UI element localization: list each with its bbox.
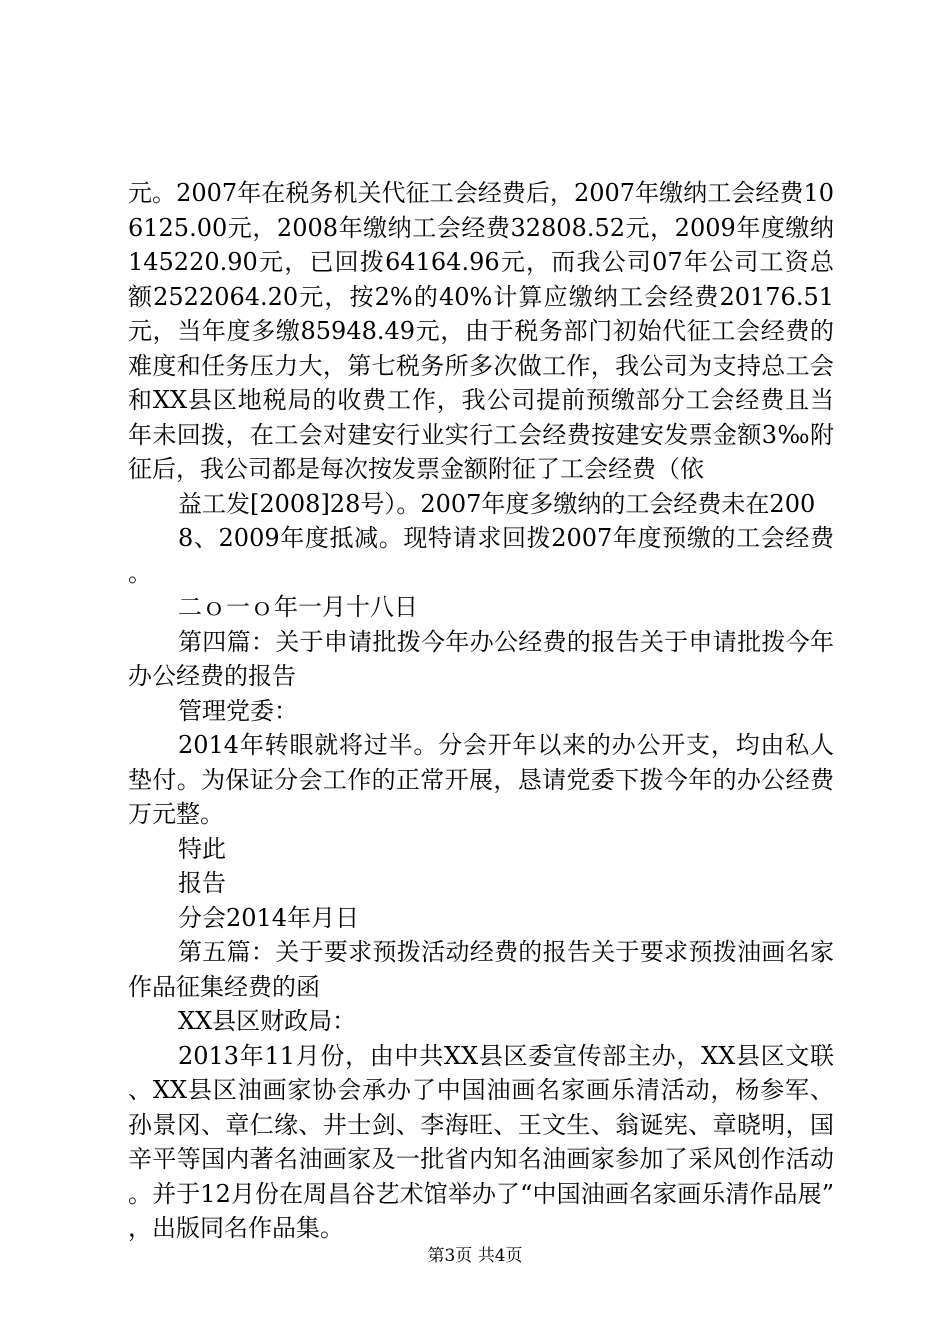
paragraph-request: 8、2009年度抵减。现特请求回拨2007年度预缴的工会经费。 [128,524,834,587]
paragraph-addressee-party-committee: 管理党委： [178,696,298,725]
paragraph-date: 二ｏ一ｏ年一月十八日 [178,593,418,621]
paragraph-signature-date: 分会2014年月日 [178,903,360,932]
paragraph-section-five-heading: 第五篇：关于要求预拨活动经费的报告关于要求预拨油画名家作品征集经费的函 [128,938,834,1001]
paragraph-union-fees: 元。2007年在税务机关代征工会经费后，2007年缴纳工会经费106125.00元，2008年缴纳工会经费32808.52元，2009年度缴纳145220.90元，已回拨64164.96元，而我公司07年公司工资总额2522064.20元，按2%的40%计算应缴纳工会经费20176.51元，当年度多缴85948.49元，由于税务部门初始代征工会经费的难度和任务压力大，第七税务所多次做工作，我公司为支持总工会和XX县区地税局的收费工作，我公司提前预缴部分工会经费且当年未回拨，在工会对建安行业实行工会经费按建安发票金额3‰附征后，我公司都是每次按发票金额附征了工会经费（依 [128,179,834,483]
paragraph-office-funds: 2014年转眼就将过半。分会开年以来的办公开支，均由私人垫付。为保证分会工作的正常开展，恳请党委下拨今年的办公经费万元整。 [128,731,834,828]
paragraph-closing-te-ci: 特此 [178,834,226,863]
paragraph-section-four-heading: 第四篇：关于申请批拨今年办公经费的报告关于申请批拨今年办公经费的报告 [128,627,834,690]
document-body [128,176,834,1246]
paragraph-addressee-finance-bureau: XX县区财政局： [178,1007,357,1035]
paragraph-oil-painting-event: 2013年11月份，由中共XX县区委宣传部主办，XX县区文联、XX县区油画家协会承办了中国油画名家画乐清活动，杨参军、孙景冈、章仁缘、井士剑、李海旺、王文生、翁诞宪、章晓明，国辛平等国内著名油画家及一批省内知名油画家参加了采风创作活动。并于12月份在周昌谷艺术馆举办了“中国油画名家画乐清作品展”，出版同名作品集。 [128,1041,834,1242]
paragraph-reference: 益工发[2008]28号）。2007年度多缴纳的工会经费未在200 [178,489,816,518]
page-number-footer: 第3页 共4页 [427,1246,523,1266]
paragraph-closing-bao-gao: 报告 [178,869,226,897]
